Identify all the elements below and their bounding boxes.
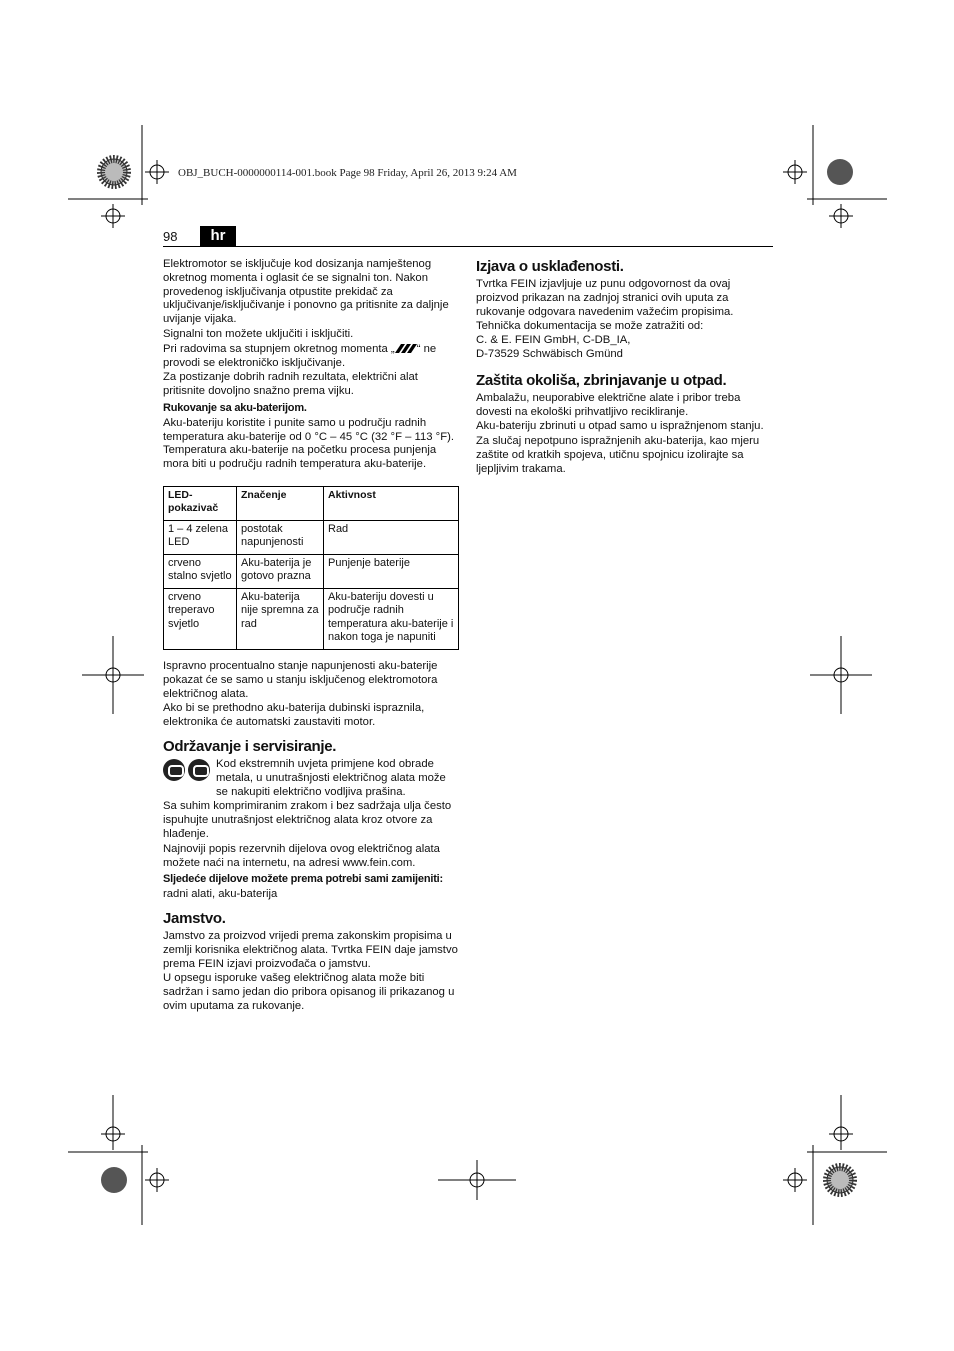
table-header: Značenje xyxy=(237,486,324,520)
file-slug: OBJ_BUCH-0000000114-001.book Page 98 Friday, April 26, 2013 9:24 AM xyxy=(178,167,517,179)
table-row xyxy=(164,588,459,649)
language-badge: hr xyxy=(200,226,236,246)
paragraph: radni alati, aku-baterija xyxy=(163,888,278,901)
paragraph: Najnoviji popis rezervnih dijelova ovog električnog alata možete naći na internetu, na adresi www.fein.com. xyxy=(163,842,440,869)
table-cell: crveno stalno svjetlo xyxy=(164,554,237,588)
paragraph: U opsegu isporuke vašeg električnog alata može biti sadržan i samo jedan dio pribora opisanog ili prikazanog u ovim uputama za rukovanje. xyxy=(163,972,455,1012)
paragraph: Za slučaj nepotpuno ispražnjenih aku-baterija, kao mjeru zaštite od kratkih spojeva, utičnu spojnicu izolirajte sa ljepljivim trakama. xyxy=(476,435,760,475)
table-header: LED-pokazivač xyxy=(164,486,237,520)
battery-heading: Rukovanje sa aku-baterijom. xyxy=(163,401,307,414)
table-cell: crveno treperavo svjetlo xyxy=(164,588,237,649)
left-column xyxy=(163,258,459,1015)
paragraph: Kod ekstremnih uvjeta primjene kod obrade metala, u unutrašnjosti električnog alata može se nakupiti električno vodljiva prašina. xyxy=(216,757,446,798)
header-rule xyxy=(163,246,773,247)
table-cell: Aku-baterija nije spremna za rad xyxy=(237,588,324,649)
environment-heading: Zaštita okoliša, zbrinjavanje u otpad. xyxy=(476,371,727,389)
paragraph: Aku-bateriju zbrinuti u otpad samo u ispražnjenom stanju. xyxy=(476,420,764,433)
paragraph: Elektromotor se isključuje kod dosizanja namještenog okretnog momenta i oglasit će se signalni ton. Nakon provedenog isključivanja otpustite prekidač za uključivanje/isključivanje i ponovno ga pritisnite za daljnje uvijanje vijaka. xyxy=(163,258,449,326)
safety-icons xyxy=(163,759,210,781)
torque-stage-glyph-icon xyxy=(395,344,417,353)
paragraph: Tehnička dokumentacija se može zatražiti od: xyxy=(476,320,704,333)
maintenance-heading: Održavanje i servisiranje. xyxy=(163,737,337,755)
table-row xyxy=(164,520,459,554)
table-cell: 1 – 4 zelena LED xyxy=(164,520,237,554)
paragraph: Za postizanje dobrih radnih rezultata, električni alat pritisnite dovoljno snažno prema vijku. xyxy=(163,371,418,398)
paragraph: Pri radovima sa stupnjem okretnog momenta „ “ ne provodi se elektroničko isključivanje. xyxy=(163,342,437,369)
warranty-heading: Jamstvo. xyxy=(163,909,226,927)
paragraph: Jamstvo za proizvod vrijedi prema zakonskim propisima u zemlji korisnika električnog alata. Tvrtka FEIN daje jamstvo prema FEIN izjavi proizvođača o jamstvu. xyxy=(163,929,458,970)
table-cell: Punjenje baterije xyxy=(324,554,459,588)
paragraph: C. & E. FEIN GmbH, C-DB_IA, xyxy=(476,334,631,347)
page-number: 98 xyxy=(163,229,178,244)
right-column xyxy=(476,258,774,478)
paragraph: D-73529 Schwäbisch Gmünd xyxy=(476,347,623,360)
paragraph: Signalni ton možete uključiti i isključiti. xyxy=(163,327,354,340)
paragraph: Sa suhim komprimiranim zrakom i bez sadržaja ulja često ispuhujte unutrašnjost električnog alata kroz otvore za hlađenje. xyxy=(163,800,452,840)
paragraph: Ispravno procentualno stanje napunjenosti aku-baterije pokazat će se samo u stanju isključenog elektromotora električnog alata. xyxy=(163,659,438,700)
replace-heading: Sljedeće dijelove možete prema potrebi sami zamijeniti: xyxy=(163,873,443,886)
table-row xyxy=(164,554,459,588)
table-cell: postotak napunjenosti xyxy=(237,520,324,554)
table-cell: Aku-bateriju dovesti u područje radnih temperatura aku-baterije i nakon toga je napuniti xyxy=(324,588,459,649)
table-cell: Aku-baterija je gotovo prazna xyxy=(237,554,324,588)
paragraph: Tvrtka FEIN izjavljuje uz punu odgovornost da ovaj proizvod prikazan na zadnjoj stranici ovih uputa za rukovanje odgovara navedenim važećim propisima. xyxy=(476,278,734,318)
safety-note xyxy=(163,758,459,800)
goggles-icon xyxy=(163,759,185,781)
conformity-heading: Izjava o usklađenosti. xyxy=(476,258,624,275)
paragraph: Ako bi se prethodno aku-baterija dubinski ispraznila, elektronika će automatski zaustaviti motor. xyxy=(163,702,425,729)
paragraph: Ambalažu, neuporabive električne alate i pribor treba dovesti na ekološki prihvatljivo recikliranje. xyxy=(476,391,741,418)
table-header: Aktivnost xyxy=(324,486,459,520)
dust-mask-icon xyxy=(188,759,210,781)
led-table xyxy=(163,486,459,650)
table-cell: Rad xyxy=(324,520,459,554)
paragraph: Aku-bateriju koristite i punite samo u području radnih temperatura aku-baterije od 0 °C – 45 °C (32 °F – 113 °F). Temperatura aku-baterije na početku procesa punjenja mora biti u području radnih temperatura aku-baterije. xyxy=(163,416,455,471)
